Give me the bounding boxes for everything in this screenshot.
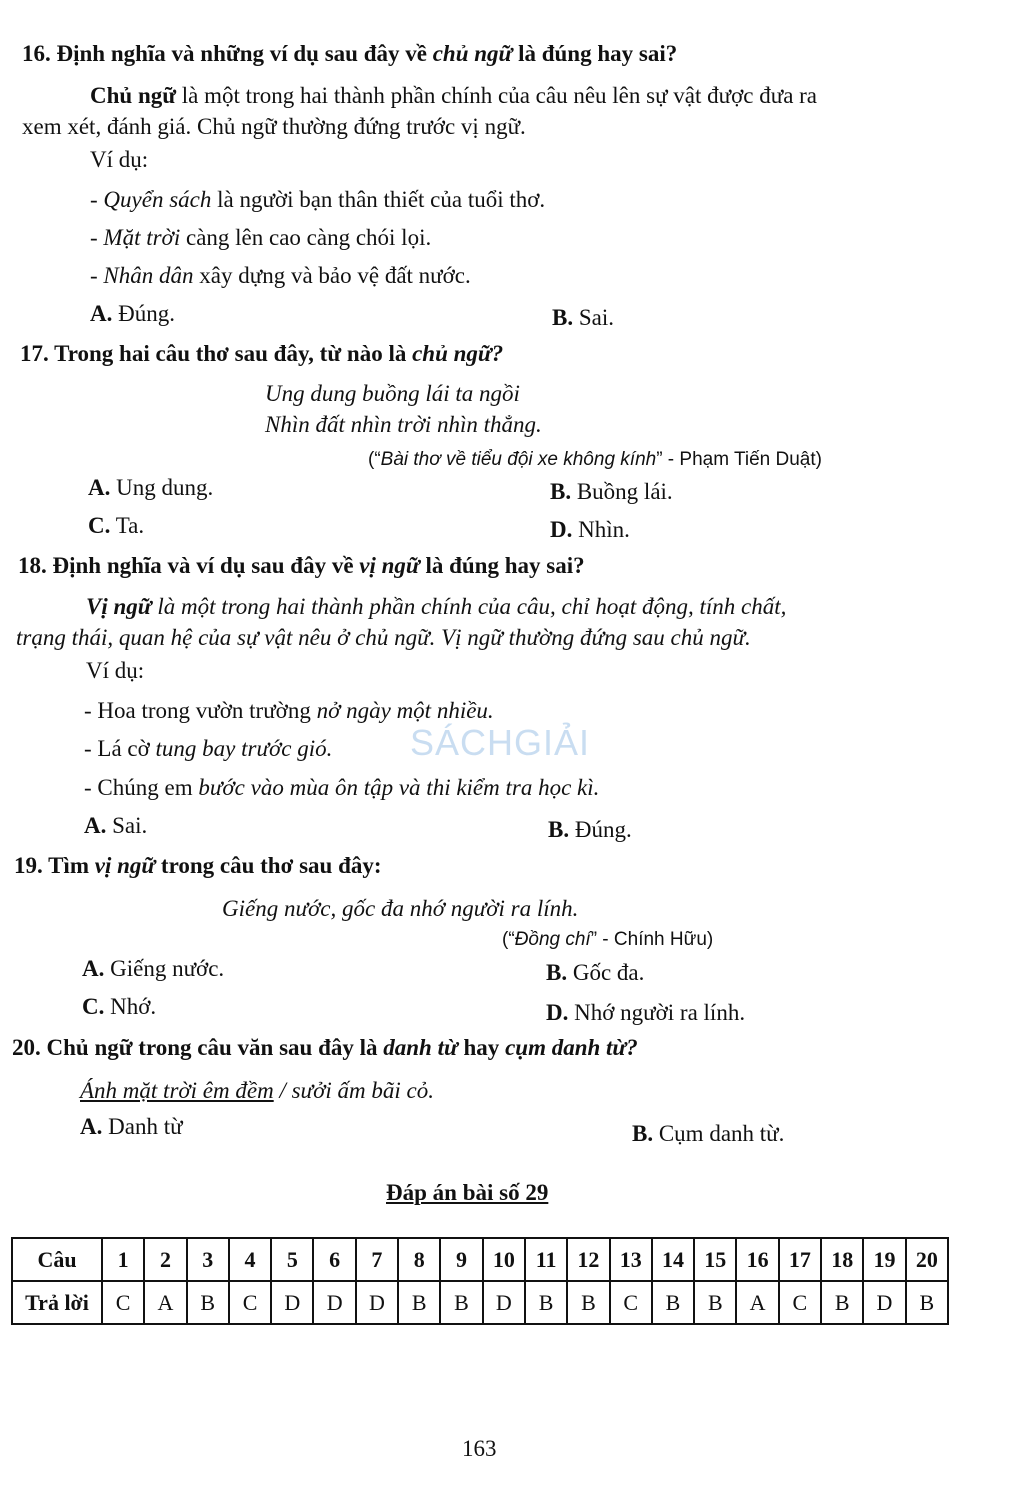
q17-title: 17. Trong hai câu thơ sau đây, từ nào là chủ ngữ?: [20, 341, 504, 366]
q19-option-c: C. Nhớ.: [82, 994, 157, 1019]
answers-value-row: [12, 1281, 948, 1324]
question-number-cell: 1: [102, 1238, 144, 1281]
q20-title: 20. Chủ ngữ trong câu văn sau đây là danh từ hay cụm danh từ?: [12, 1035, 638, 1060]
q18-example-1: - Hoa trong vườn trường nở ngày một nhiều.: [84, 698, 494, 723]
q19-source: (“Đồng chí” - Chính Hữu): [502, 929, 714, 950]
q16-option-b: B. Sai.: [552, 305, 614, 330]
question-number-cell: 11: [525, 1238, 567, 1281]
answer-value-cell: B: [694, 1281, 736, 1324]
answer-value-cell: D: [356, 1281, 398, 1324]
q18-title: 18. Định nghĩa và ví dụ sau đây về vị ngữ là đúng hay sai?: [18, 553, 585, 578]
question-number-cell: 19: [863, 1238, 905, 1281]
answer-value-cell: C: [779, 1281, 821, 1324]
header-answer-cell: Trả lời: [12, 1281, 102, 1324]
q16-option-a: A. Đúng.: [90, 301, 175, 326]
q18-definition-line2: trạng thái, quan hệ của sự vật nêu ở chủ ngữ. Vị ngữ thường đứng sau chủ ngữ.: [16, 625, 751, 650]
question-number-cell: 16: [736, 1238, 778, 1281]
q17-option-b: B. Buồng lái.: [550, 479, 673, 504]
q17-source: (“Bài thơ về tiểu đội xe không kính” - Phạm Tiến Duật): [368, 449, 822, 470]
q16-title: 16. Định nghĩa và những ví dụ sau đây về chủ ngữ là đúng hay sai?: [22, 41, 678, 66]
q17-verse-2: Nhìn đất nhìn trời nhìn thẳng.: [265, 412, 542, 437]
answer-value-cell: A: [736, 1281, 778, 1324]
page-number: 163: [462, 1436, 497, 1461]
q18-example-label: Ví dụ:: [86, 658, 145, 683]
q16-example-1: - Quyển sách là người bạn thân thiết của tuổi thơ.: [90, 187, 546, 212]
answer-value-cell: B: [187, 1281, 229, 1324]
answers-title: Đáp án bài số 29: [386, 1180, 549, 1205]
q18-example-3: - Chúng em bước vào mùa ôn tập và thi kiểm tra học kì.: [84, 775, 600, 800]
question-number-cell: 6: [313, 1238, 355, 1281]
answer-value-cell: B: [567, 1281, 609, 1324]
answer-value-cell: C: [102, 1281, 144, 1324]
q16-definition-line2: xem xét, đánh giá. Chủ ngữ thường đứng trước vị ngữ.: [22, 114, 526, 139]
q19-title: 19. Tìm vị ngữ trong câu thơ sau đây:: [14, 853, 382, 878]
question-number-cell: 2: [144, 1238, 186, 1281]
question-number-cell: 8: [398, 1238, 440, 1281]
q18-option-b: B. Đúng.: [548, 817, 632, 842]
q17-option-a: A. Ung dung.: [88, 475, 214, 500]
answer-value-cell: B: [398, 1281, 440, 1324]
q16-definition-line1: Chủ ngữ là một trong hai thành phần chính của câu nêu lên sự vật được đưa ra: [90, 83, 818, 108]
question-number-cell: 4: [229, 1238, 271, 1281]
answer-value-cell: D: [863, 1281, 905, 1324]
q18-option-a: A. Sai.: [84, 813, 148, 838]
question-number-cell: 18: [821, 1238, 863, 1281]
q17-verse-1: Ung dung buồng lái ta ngồi: [265, 381, 520, 406]
question-number-cell: 20: [906, 1238, 948, 1281]
question-number-cell: 10: [483, 1238, 525, 1281]
q17-option-c: C. Ta.: [88, 513, 145, 538]
question-number-cell: 9: [440, 1238, 482, 1281]
answer-value-cell: B: [525, 1281, 567, 1324]
answer-value-cell: A: [144, 1281, 186, 1324]
question-number-cell: 17: [779, 1238, 821, 1281]
answer-value-cell: C: [229, 1281, 271, 1324]
question-number-cell: 14: [652, 1238, 694, 1281]
answer-value-cell: B: [906, 1281, 948, 1324]
q20-option-b: B. Cụm danh từ.: [632, 1121, 785, 1146]
q20-sentence: Ánh mặt trời êm đềm / sưởi ấm bãi cỏ.: [80, 1078, 434, 1103]
answer-value-cell: B: [440, 1281, 482, 1324]
q19-option-b: B. Gốc đa.: [546, 960, 645, 985]
answer-value-cell: B: [821, 1281, 863, 1324]
watermark-logo: SÁCHGIẢI: [410, 722, 591, 763]
question-number-cell: 7: [356, 1238, 398, 1281]
q17-option-d: D. Nhìn.: [550, 517, 630, 542]
q19-verse: Giếng nước, gốc đa nhớ người ra lính.: [222, 896, 579, 921]
q19-option-a: A. Giếng nước.: [82, 956, 225, 981]
answer-value-cell: B: [652, 1281, 694, 1324]
answers-number-row: [12, 1238, 948, 1281]
q18-definition-line1: Vị ngữ là một trong hai thành phần chính của câu, chỉ hoạt động, tính chất,: [86, 594, 787, 619]
q20-option-a: A. Danh từ: [80, 1114, 183, 1139]
q18-example-2: - Lá cờ tung bay trước gió.: [84, 736, 333, 761]
answer-value-cell: D: [313, 1281, 355, 1324]
question-number-cell: 5: [271, 1238, 313, 1281]
question-number-cell: 12: [567, 1238, 609, 1281]
q19-option-d: D. Nhớ người ra lính.: [546, 1000, 746, 1025]
answers-table: [11, 1237, 949, 1325]
question-number-cell: 13: [610, 1238, 652, 1281]
answer-value-cell: C: [610, 1281, 652, 1324]
q16-example-3: - Nhân dân xây dựng và bảo vệ đất nước.: [90, 263, 471, 288]
q16-example-2: - Mặt trời càng lên cao càng chói lọi.: [90, 225, 432, 250]
question-number-cell: 3: [187, 1238, 229, 1281]
answer-value-cell: D: [483, 1281, 525, 1324]
header-question-cell: Câu: [12, 1238, 102, 1281]
answer-value-cell: D: [271, 1281, 313, 1324]
q16-example-label: Ví dụ:: [90, 147, 149, 172]
question-number-cell: 15: [694, 1238, 736, 1281]
